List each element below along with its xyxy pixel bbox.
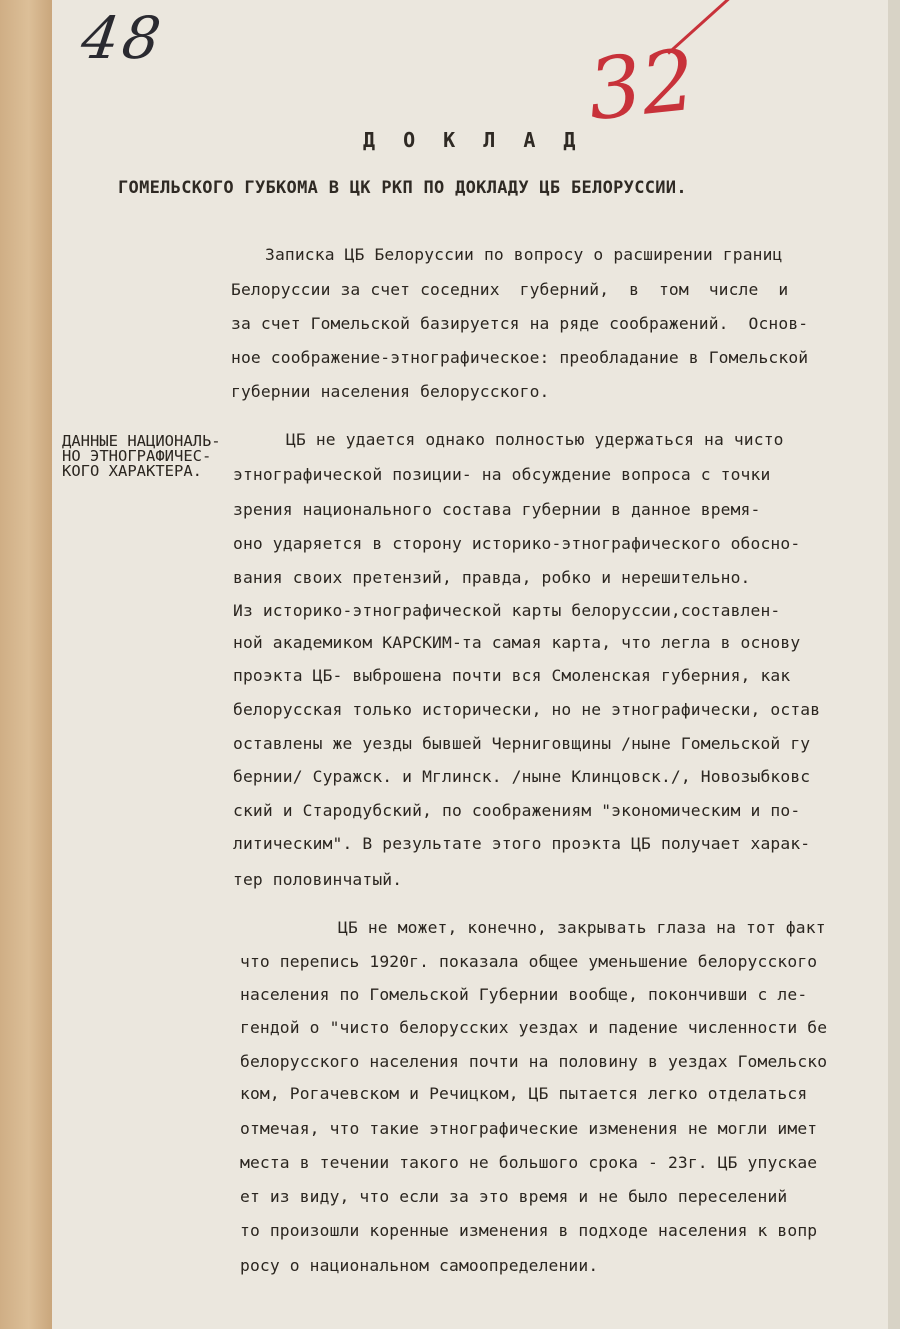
archive-number: 48 — [77, 4, 169, 72]
text-line: ЦБ не может, конечно, закрывать глаза на тот факт — [338, 918, 826, 937]
text-line: зрения национального состава губернии в данное время- — [233, 500, 761, 519]
margin-note-line: НО ЭТНОГРАФИЧЕС- — [62, 447, 212, 465]
document-title: Д О К Л А Д — [363, 128, 584, 152]
text-line: за счет Гомельской базируется на ряде соображений. Основ- — [231, 314, 809, 333]
text-line: Записка ЦБ Белоруссии по вопросу о расширении границ — [265, 245, 783, 264]
text-line: проэкта ЦБ- выброшена почти вся Смоленская губерния, как — [233, 666, 791, 685]
text-line: бернии/ Суражск. и Мглинск. /ныне Клинцовск./, Новозыбковс — [233, 767, 811, 786]
page-edge — [888, 0, 900, 1329]
margin-note-line: КОГО ХАРАКТЕРА. — [62, 462, 202, 480]
text-line: этнографической позиции- на обсуждение вопроса с точки — [233, 465, 771, 484]
text-line: оно ударяется в сторону историко-этнографического обосно- — [233, 534, 801, 553]
text-line: Белоруссии за счет соседних губерний, в том числе и — [231, 280, 789, 299]
text-line: ком, Рогачевском и Речицком, ЦБ пытается легко отделаться — [240, 1084, 808, 1103]
text-line: места в течении такого не большого срока - 23г. ЦБ упускае — [240, 1153, 818, 1172]
text-line: ной академиком КАРСКИМ-та самая карта, что легла в основу — [233, 633, 801, 652]
text-line: гендой о "чисто белорусских уездах и падение численности бе — [240, 1018, 828, 1037]
text-line: тер половинчатый. — [233, 870, 403, 889]
binding-margin — [0, 0, 52, 1329]
text-line: белорусского населения почти на половину в уездах Гомельско — [240, 1052, 828, 1071]
text-line: ет из виду, что если за это время и не было переселений — [240, 1187, 788, 1206]
text-line: ский и Стародубский, по соображениям "экономическим и по- — [233, 801, 801, 820]
document-subtitle: ГОМЕЛЬСКОГО ГУБКОМА В ЦК РКП ПО ДОКЛАДУ ЦБ БЕЛОРУССИИ. — [118, 178, 687, 198]
text-line: что перепись 1920г. показала общее уменьшение белорусского — [240, 952, 818, 971]
text-line: ЦБ не удается однако полностью удержаться на чисто — [286, 430, 784, 449]
text-line: губернии населения белорусского. — [231, 382, 550, 401]
margin-note — [62, 434, 221, 479]
text-line: оставлены же уезды бывшей Черниговщины /ныне Гомельской гу — [233, 734, 811, 753]
margin-note-line: ДАННЫЕ НАЦИОНАЛЬ- — [62, 432, 221, 450]
text-line: населения по Гомельской Губернии вообще, покончивши с ле- — [240, 985, 808, 1004]
text-line: вания своих претензий, правда, робко и нерешительно. — [233, 568, 751, 587]
text-line: отмечая, что такие этнографические изменения не могли имет — [240, 1119, 818, 1138]
text-line: литическим". В результате этого проэкта ЦБ получает харак- — [233, 834, 811, 853]
sheet-number: 32 — [583, 30, 700, 140]
text-line: ное соображение-этнографическое: преобладание в Гомельской — [231, 348, 809, 367]
text-line: росу о национальном самоопределении. — [240, 1256, 599, 1275]
text-line: белорусская только исторически, но не этнографически, остав — [233, 700, 821, 719]
text-line: то произошли коренные изменения в подходе населения к вопр — [240, 1221, 818, 1240]
text-line: Из историко-этнографической карты белоруссии,составлен- — [233, 601, 781, 620]
